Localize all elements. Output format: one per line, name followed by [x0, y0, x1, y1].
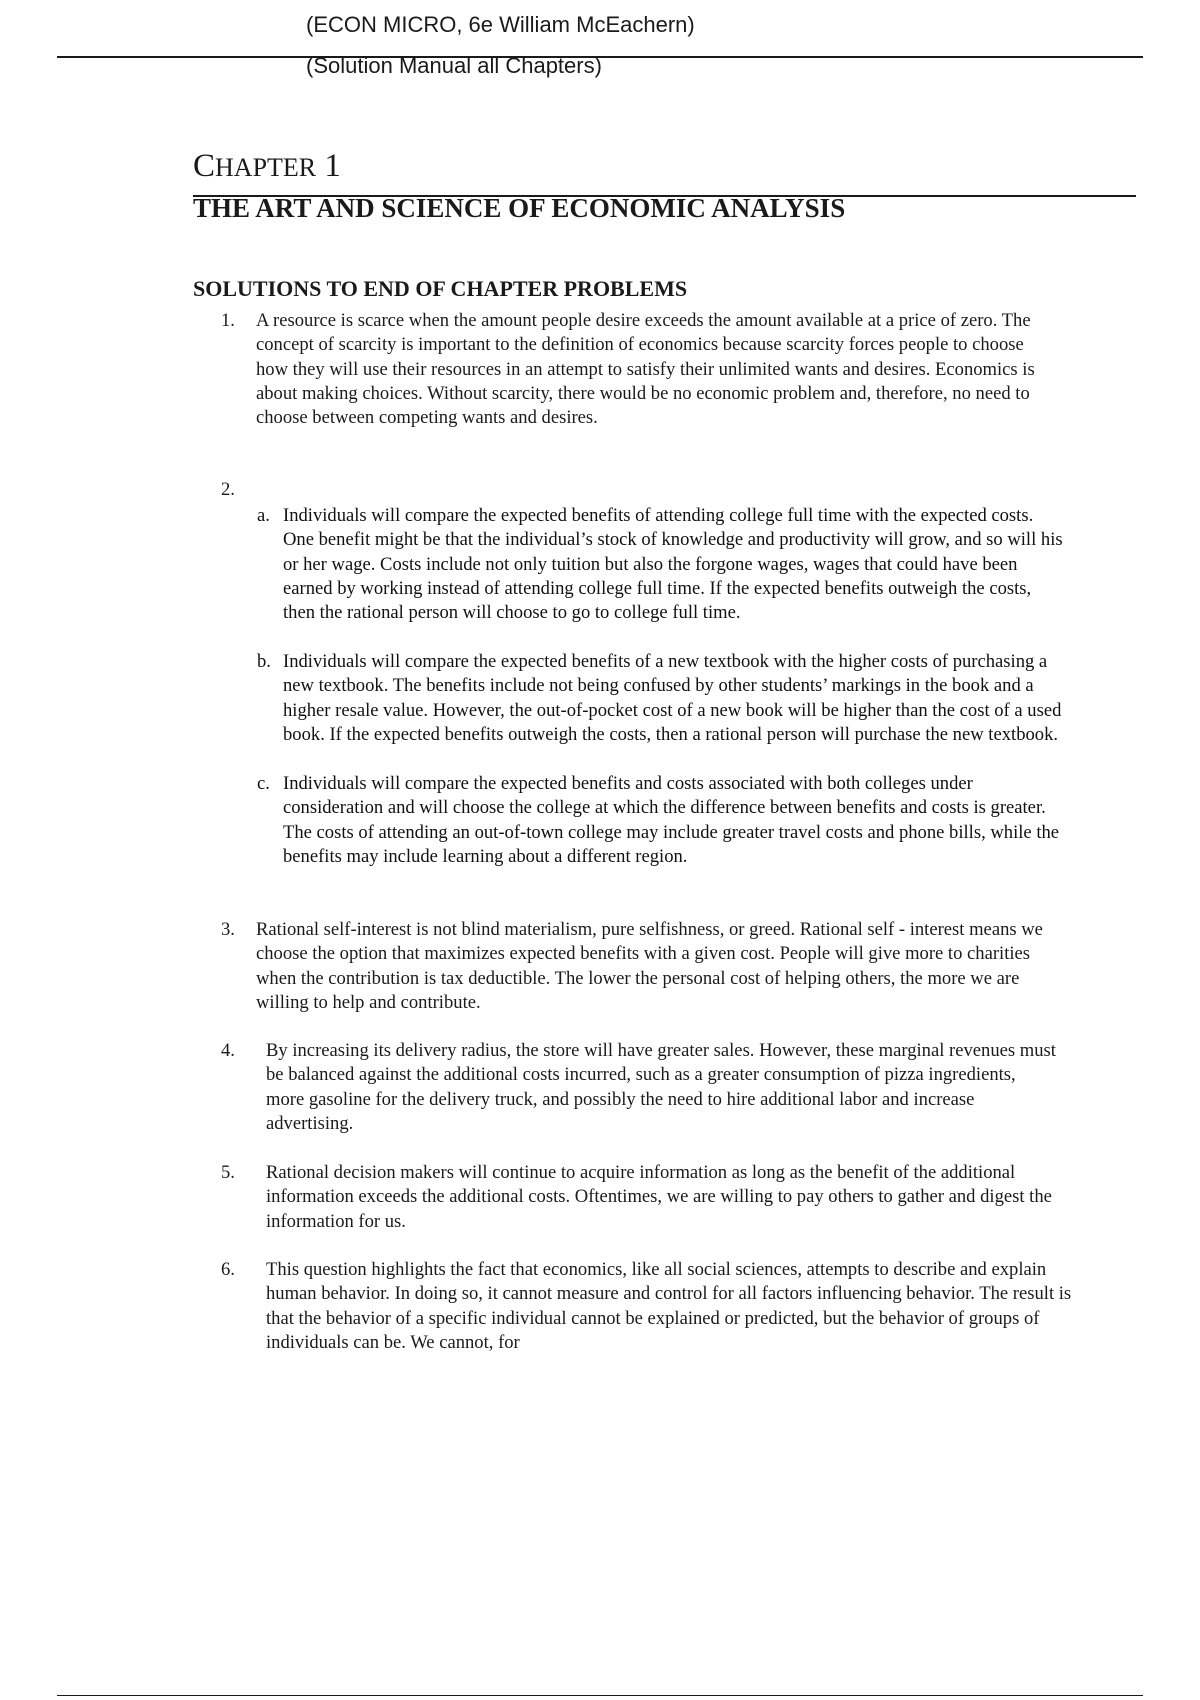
problem-number: 5.: [221, 1162, 235, 1183]
subpart-text: Individuals will compare the expected benefits of attending college full time with the expected costs. One benefit might be that the individual’s stock of knowledge and productivity will grow, and so will his or her wage. Costs include not only tuition but also the forgone wages, wages that could have been earned by working instead of attending college full time. If the expected benefits outweigh the costs, then the rational person will choose to go to college full time.: [283, 505, 1063, 624]
chapter-title: THE ART AND SCIENCE OF ECONOMIC ANALYSIS: [193, 193, 846, 223]
chapter-label-initial: C: [193, 148, 216, 184]
footer-rule: [57, 1695, 1143, 1696]
header-book-title: (ECON MICRO, 6e William McEachern): [306, 12, 695, 37]
subpart-letter: a.: [257, 505, 270, 526]
problem-text: Rational self-interest is not blind materialism, pure selfishness, or greed. Rational self - interest means we choose the option that maximizes expected benefits with a given cost. People will give more to charities when the contribution is tax deductible. The lower the personal cost of helping others, the more we are willing to help and contribute.: [256, 919, 1043, 1013]
problem-text: By increasing its delivery radius, the store will have greater sales. However, these marginal revenues must be balanced against the additional costs incurred, such as a greater consumption of pizza ingredients, more gasoline for the delivery truck, and possibly the need to hire additional labor and increase advertising.: [266, 1040, 1056, 1134]
header-manual-title: (Solution Manual all Chapters): [306, 53, 602, 78]
problem-number: 4.: [221, 1040, 235, 1061]
problem-text: This question highlights the fact that economics, like all social sciences, attempts to describe and explain human behavior. In doing so, it cannot measure and control for all factors influencing behavior. The result is that the behavior of a specific individual cannot be explained or predicted, but the behavior of groups of individuals can be. We cannot, for: [266, 1259, 1072, 1353]
problem-number: 2.: [221, 479, 235, 500]
chapter-number: 1: [324, 148, 341, 184]
problem-number: 1.: [221, 310, 235, 331]
chapter-label-rest: HAPTER: [215, 153, 317, 182]
subpart-text: Individuals will compare the expected benefits of a new textbook with the higher costs of purchasing a new textbook. The benefits include not being confused by other students’ markings in the book and a higher resale value. However, the out-of-pocket cost of a new book will be higher than the cost of a used book. If the expected benefits outweigh the costs, then a rational person will purchase the new textbook.: [283, 651, 1062, 745]
problem-number: 6.: [221, 1259, 235, 1280]
problem-text: Rational decision makers will continue to acquire information as long as the benefit of the additional information exceeds the additional costs. Oftentimes, we are willing to pay others to gather and digest the information for us.: [266, 1162, 1052, 1232]
problem-text: A resource is scarce when the amount people desire exceeds the amount available at a price of zero. The concept of scarcity is important to the definition of economics because scarcity forces people to choose how they will use their resources in an attempt to satisfy their unlimited wants and desires. Economics is about making choices. Without scarcity, there would be no economic problem and, therefore, no need to choose between competing wants and desires.: [256, 310, 1035, 429]
chapter-label: [193, 148, 341, 185]
subpart-letter: c.: [257, 773, 270, 794]
subpart-letter: b.: [257, 651, 271, 672]
section-heading: SOLUTIONS TO END OF CHAPTER PROBLEMS: [193, 276, 688, 301]
subpart-text: Individuals will compare the expected benefits and costs associated with both colleges under consideration and will choose the college at which the difference between benefits and costs is greater. The costs of attending an out-of-town college may include greater travel costs and phone bills, while the benefits may include learning about a different region.: [283, 773, 1060, 867]
problem-number: 3.: [221, 919, 235, 940]
